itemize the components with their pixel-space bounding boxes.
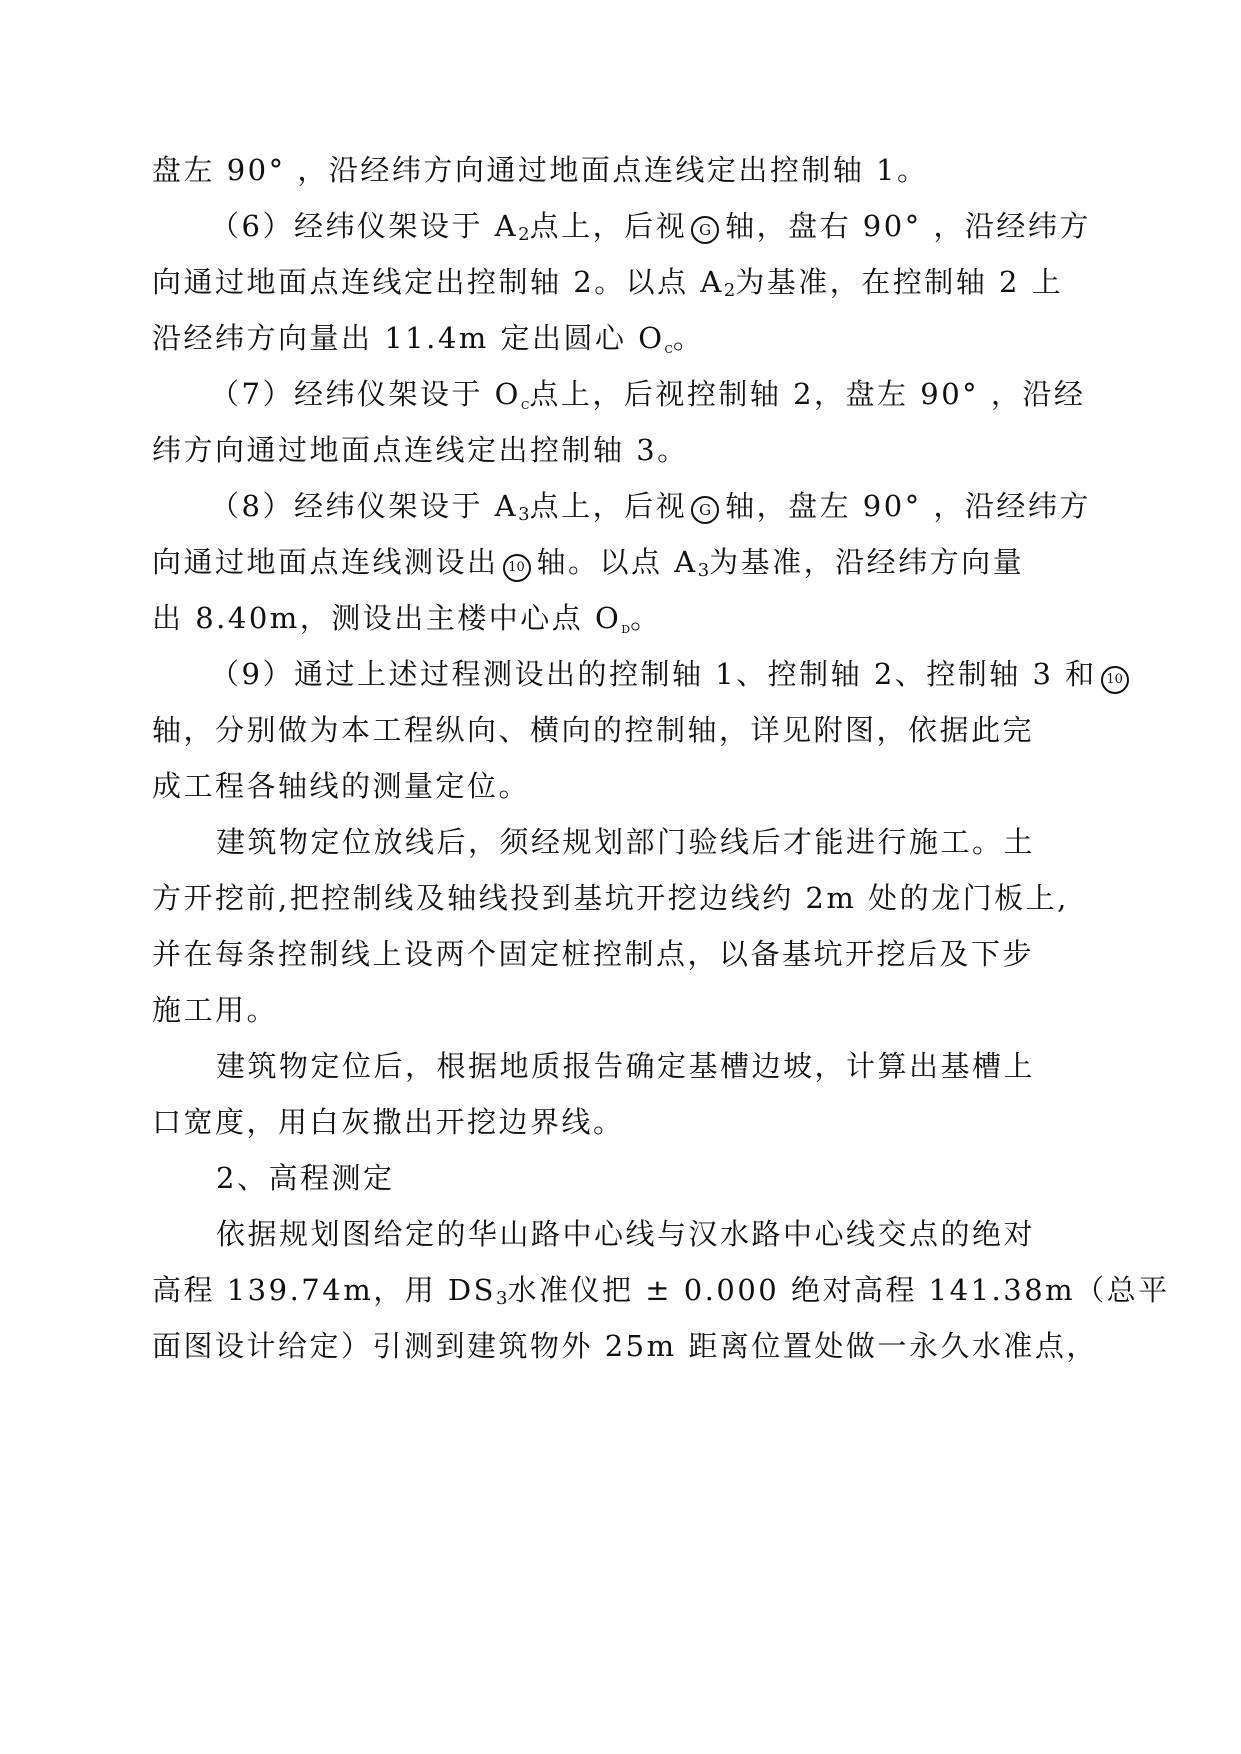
axis-circle-label: 10 (1101, 666, 1129, 694)
subscript: C (664, 343, 673, 356)
text-line-2: （6）经纬仪架设于 $A_2$点上，后视 G 轴，盘右 90° ，沿经纬方 (210, 209, 1091, 245)
subscript: 2 (518, 224, 530, 245)
text-line-22: 面图设计给定）引测到建筑物外 25m 距离位置处做一永久水准点， (152, 1329, 1098, 1363)
subscript: C (520, 399, 530, 412)
text-line-18: 口宽度，用白灰撒出开挖边界线。 (152, 1105, 625, 1139)
text-line-20: 依据规划图给定的华山路中心线与汉水路中心线交点的绝对 (216, 1217, 1036, 1251)
subscript: D (621, 623, 631, 636)
text-line-5: （7）经纬仪架设于 $O_C$点上，后视控制轴 2，盘左 90° ，沿经 (210, 377, 1086, 412)
text-line-15: 并在每条控制线上设两个固定桩控制点，以备基坑开挖后及下步 (152, 937, 1035, 971)
axis-circle-label: 10 (503, 554, 531, 582)
section-heading: 2、高程测定 (216, 1161, 395, 1195)
text-line-3: 向通过地面点连线定出控制轴 2。以点 $A_2$为基准，在控制轴 2 上 (152, 265, 1064, 301)
axis-circle-label: G (691, 496, 719, 524)
subscript: 3 (518, 504, 530, 525)
text-line-21: 高程 139.74m，用 $DS_3$水准仪把 ± 0.000 绝对高程 141.38m（总平 (152, 1273, 1170, 1309)
text-line-4: 沿经纬方向量出 11.4m 定出圆心 $O_C$。 (152, 321, 705, 356)
text-line-16: 施工用。 (152, 993, 279, 1027)
subscript: 2 (723, 280, 736, 301)
text-line-17: 建筑物定位后，根据地质报告确定基槽边坡，计算出基槽上 (216, 1049, 1036, 1083)
text-line-9: 出 8.40m，测设出主楼中心点 $O_D$。 (152, 601, 662, 636)
subscript: 3 (697, 560, 710, 581)
subscript: 3 (496, 1288, 508, 1309)
text-line-10: （9）通过上述过程测设出的控制轴 1、控制轴 2、控制轴 3 和 10 (210, 654, 1135, 694)
text-line-11: 轴，分别做为本工程纵向、横向的控制轴，详见附图，依据此完 (152, 713, 1035, 747)
text-line-8: 向通过地面点连线测设出 10 轴。以点 $A_3$为基准，沿经纬方向量 (152, 545, 1025, 581)
text-line-14: 方开挖前,把控制线及轴线投到基坑开挖边线约 2m 处的龙门板上, (152, 881, 1069, 915)
text-line-1: 盘左 90° ，沿经纬方向通过地面点连线定出控制轴 1。 (152, 153, 929, 187)
text-line-7: （8）经纬仪架设于 $A_3$点上，后视 G 轴，盘左 90° ，沿经纬方 (210, 489, 1091, 525)
text-line-6: 纬方向通过地面点连线定出控制轴 3。 (152, 433, 689, 467)
text-line-13: 建筑物定位放线后，须经规划部门验线后才能进行施工。土 (216, 825, 1036, 859)
text-line-12: 成工程各轴线的测量定位。 (152, 769, 531, 803)
axis-circle-label: G (691, 216, 719, 244)
